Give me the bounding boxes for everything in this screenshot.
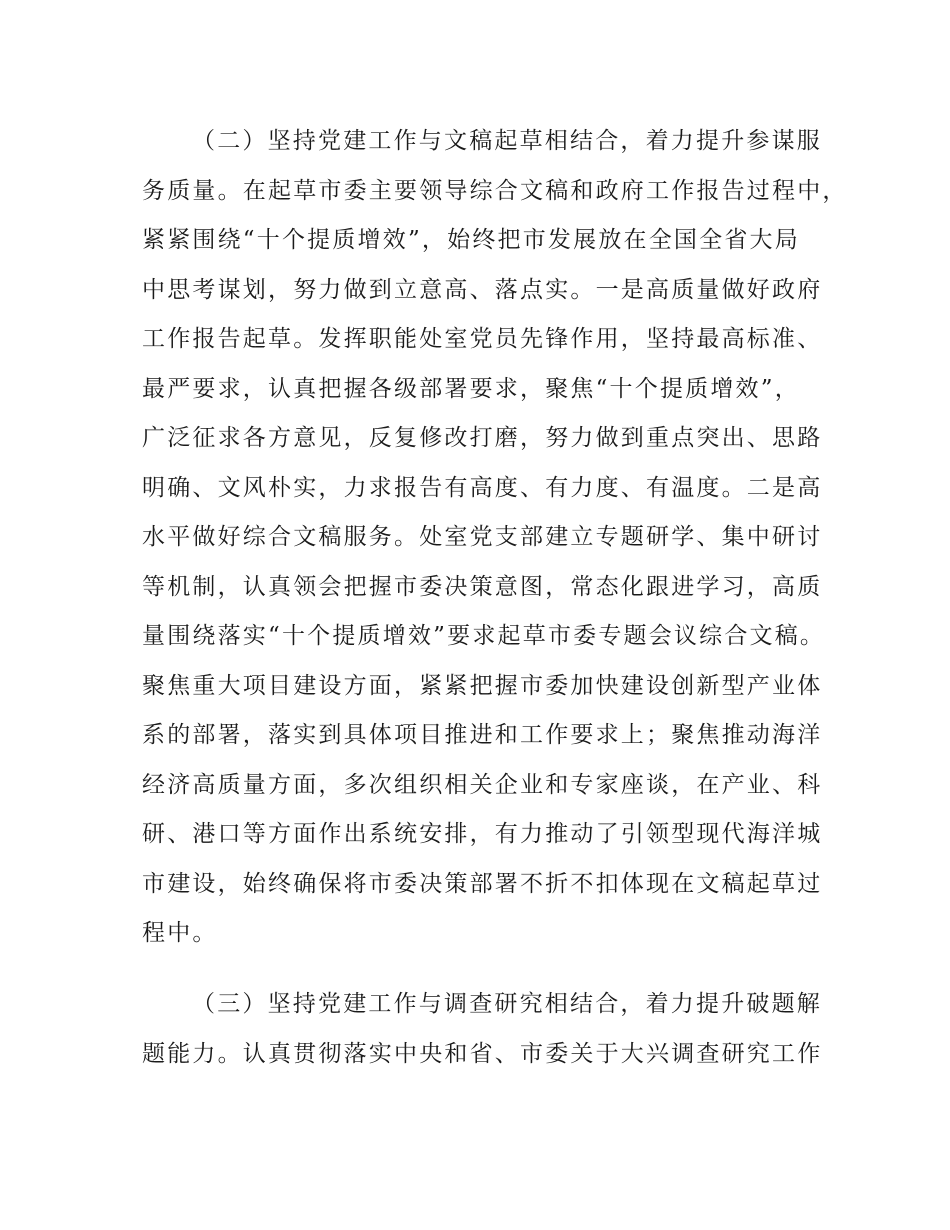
paragraph-line: 研、港口等方面作出系统安排，有力推动了引领型现代海洋城 — [142, 821, 823, 847]
paragraph-line: 中思考谋划，努力做到立意高、落点实。一是高质量做好政府 — [142, 276, 823, 303]
paragraph-line: 系的部署，落实到具体项目推进和工作要求上；聚焦推动海洋 — [142, 722, 823, 748]
paragraph-line: （三）坚持党建工作与调查研究相结合，着力提升破题解 — [192, 991, 822, 1017]
paragraph-line: 工作报告起草。发挥职能处室党员先锋作用，坚持最高标准、 — [142, 326, 823, 352]
paragraph-line: 程中。 — [142, 920, 218, 946]
paragraph-line: 等机制，认真领会把握市委决策意图，常态化跟进学习，高质 — [142, 573, 823, 600]
paragraph-party-building-drafting — [142, 117, 848, 959]
paragraph-line: 紧紧围绕“十个提质增效”，始终把市发展放在全国全省大局 — [142, 227, 800, 253]
paragraph-line: 聚焦重大项目建设方面，紧紧把握市委加快建设创新型产业体 — [142, 672, 823, 699]
paragraph-line: 广泛征求各方意见，反复修改打磨，努力做到重点突出、思路 — [142, 425, 823, 451]
paragraph-line: 明确、文风朴实，力求报告有高度、有力度、有温度。二是高 — [142, 474, 823, 501]
paragraph-line: 务质量。在起草市委主要领导综合文稿和政府工作报告过程中， — [142, 177, 848, 204]
paragraph-line: 经济高质量方面，多次组织相关企业和专家座谈，在产业、科 — [142, 771, 823, 798]
paragraph-line: 量围绕落实“十个提质增效”要求起草市委专题会议综合文稿。 — [142, 623, 826, 649]
paragraph-line: 水平做好综合文稿服务。处室党支部建立专题研学、集中研讨 — [142, 524, 823, 550]
paragraph-line: 市建设，始终确保将市委决策部署不折不扣体现在文稿起草过 — [142, 870, 823, 897]
paragraph-line: （二）坚持党建工作与文稿起草相结合，着力提升参谋服 — [192, 128, 822, 154]
paragraph-party-building-research — [142, 980, 822, 1079]
paragraph-line: 题能力。认真贯彻落实中央和省、市委关于大兴调查研究工作 — [142, 1040, 823, 1067]
paragraph-line: 最严要求，认真把握各级部署要求，聚焦“十个提质增效”， — [142, 375, 800, 402]
